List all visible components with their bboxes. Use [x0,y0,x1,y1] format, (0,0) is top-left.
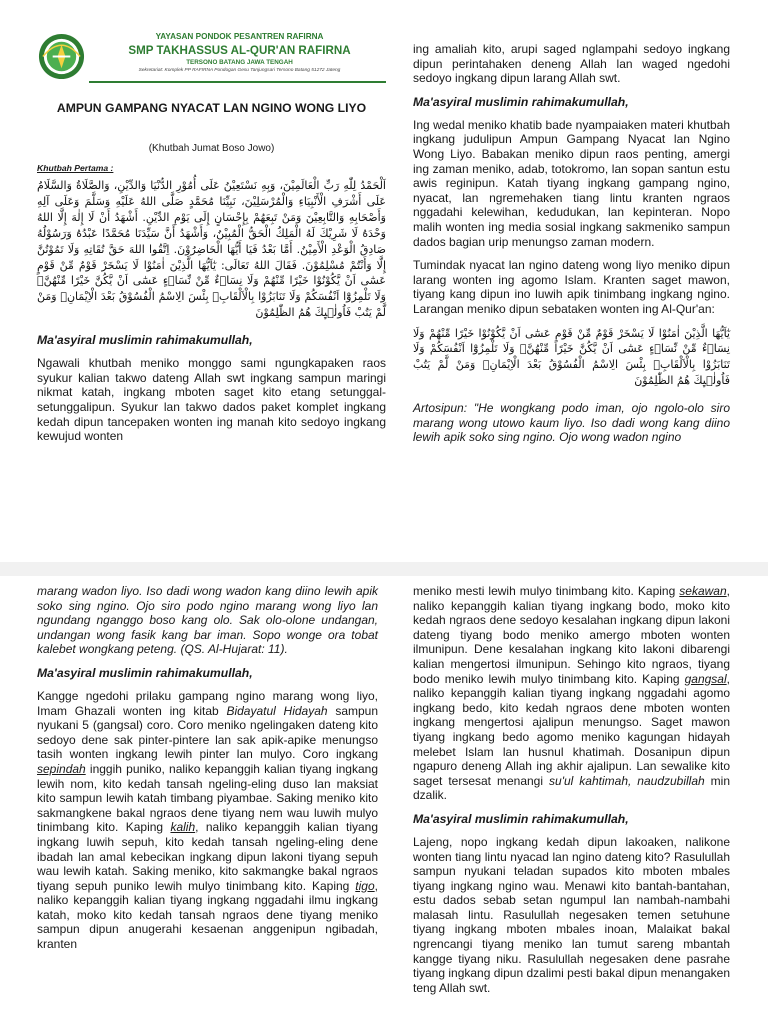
greeting-heading: Ma'asyiral muslimin rahimakumullah, [413,94,629,109]
quran-verse-text: يٰٓاَيُّهَا الَّذِيْنَ اٰمَنُوْا لَا يَسْخَرْ قَوْمٌ مِّنْ قَوْمٍ عَسٰٓى اَنْ يَّكُوْنُوْا خَيْرًا مِّنْهُمْ وَلَا نِسَاۤءٌ مِّنْ نِّسَاۤءٍ عَسٰٓى اَنْ يَّكُنَّ خَيْرًا مِّنْهُنَّۚ وَلَا تَلْمِزُوْٓا اَنْفُسَكُمْ وَلَا تَنَابَزُوْا بِالْاَلْقَابِۗ بِئْسَ الِاسْمُ الْفُسُوْقُ بَعْدَ الْاِيْمَانِۚ وَمَنْ لَّمْ يَتُبْ فَاُولٰۤىِٕكَ هُمُ الظّٰلِمُوْنَ [413,326,730,388]
school-logo-icon [37,32,86,81]
foundation-name: YAYASAN PONDOK PESANTREN RAFIRNA [155,32,324,41]
organization-block [93,30,386,74]
page-gap [0,562,768,576]
left-paragraph-1: Ngawali khutbah meniko monggo sami ngungkapaken raos syukur kalian takwo dateng Allah swt ingkang sampun maringi nikmat katah, ingkang mboten saget kito etang setunggal-setunggalipun. Syukur lan takwo dados paket komplet ingkang kedah dipun tancepaken wonten ing manah kito sedoyo ingkang kewujud wonten [37,356,386,444]
page-two-left-column [37,584,378,952]
greeting-heading: Ma'asyiral muslimin rahimakumullah, [413,811,629,826]
greeting-heading: Ma'asyiral muslimin rahimakumullah, [37,665,253,680]
keyword-gangsal: gangsal [684,671,727,686]
page-two [0,576,768,1024]
verse-translation-start: Artosipun: "He wongkang podo iman, ojo ngolo-olo siro marang wong utowo kaum liyo. Iso dadi wong kang diino lewih apik soko sing ngino. Ojo wong wadon ngino [413,401,730,445]
text-span: inggih puniko, naliko kepanggih kalian tiyang ingkang lewih nom, kito kedah tansah ngeling-eling duso lan maksiat kito sampun lewih katah timbang piyambae. Saking meniko kito sakmangkene bakal ngraos dene tiyang nem wau luwih mulyo tinimbang kito. Kaping [37,761,378,835]
school-address: Sekretariat: Komplek PP RAFIRNA Pondogan Gesu Tanjungsari Tersono Batang 51272 Jateng [138,68,341,73]
keyword-tigo: tigo [355,878,375,893]
sermon-subtitle: (Khutbah Jumat Boso Jowo) [148,143,275,154]
text-span: , naliko kepanggih kalian tiyang ingkang nggadahi ilmu ingkang katah, moko kito kedah tansah ngraos dene tiyang meniko sampun dipun anugerahi kesaenan anggenipun ngibadah, kranten [37,878,378,952]
greeting-heading: Ma'asyiral muslimin rahimakumullah, [37,333,253,348]
text-span: , naliko kepanggih kalian tiyang ingkang nggadahi agomo ingkang bedo, kito kedah ngraos dene mboten wonten ingkang mengertosi ajalipun menungso. Saget mawon tiyang ingkang bedo agomo meniko kagungan hidayah melebet Islam lan husnul khatimah. Dosanipun dipun ngapuro deneng Allah ing akhir ajalipun. Lan sewalike kito saget tersesat menangi [413,671,730,788]
text-span: , naliko kepanggih kalian tiyang ingkang bodo, moko kito kedah ngraos dene sedoyo kesalahan ingkang dipun lakoni dateng tiyang bodo meniko amergo mboten wonten ilmunipun. Dene kesalahan ingkang kito lakoni dibarengi kalian mengertosi ilmunipun. Sehingo kito ngraos, tiyang bodo meniko lewih mulyo tinimbang kito. Kaping [413,584,730,686]
keyword-kalih: kalih [170,820,196,835]
school-location: TERSONO BATANG JAWA TENGAH [186,59,293,66]
section-label: Khutbah Pertama : [37,163,114,173]
ghazali-paragraph-continued [413,584,730,803]
opening-arabic-text: اَلْحَمْدُ لِلّٰهِ رَبِّ الْعَالَمِيْنَ، وَبِهِ نَسْتَعِيْنُ عَلَى أُمُوْرِ الدُّنْيَا وَالدِّيْنِ، وَالصَّلَاةُ وَالسَّلَامُ عَلَى أَشْرَفِ الْأَنْبِيَاءِ وَالْمُرْسَلِيْنَ، نَبِيِّنَا مُحَمَّدٍ صَلَّى اللهُ عَلَيْهِ وَسَلَّمَ وَعَلَى آلِهِ وَأَصْحَابِهِ وَالتَّابِعِيْنَ وَمَنْ تَبِعَهُمْ بِإِحْسَانٍ إِلَى يَوْمِ الدِّيْنِ. أَشْهَدُ أَنْ لَا إِلٰهَ إِلَّا اللهُ وَحْدَهُ لَا شَرِيْكَ لَهُ الْمَلِكُ الْحَقُّ الْمُبِيْنُ، وَأَشْهَدُ أَنَّ سَيِّدَنَا مُحَمَّدًا عَبْدُهُ وَرَسُوْلُهُ صَادِقُ الْوَعْدِ الْأَمِيْنُ. أَمَّا بَعْدُ فَيَا أَيُّهَا الْحَاضِرُوْنَ. اِتَّقُوا اللهَ حَقَّ تُقَاتِهِ وَلَا تَمُوْتُنَّ إِلَّا وَأَنْتُمْ مُسْلِمُوْنَ. فَقَالَ اللهُ تَعَالَى: يٰٓاَيُّهَا الَّذِيْنَ اٰمَنُوْا لَا يَسْخَرْ قَوْمٌ مِّنْ قَوْمٍ عَسٰٓى اَنْ يَّكُوْنُوْا خَيْرًا مِّنْهُمْ وَلَا نِسَاۤءٌ مِّنْ نِّسَاۤءٍ عَسٰٓى اَنْ يَّكُنَّ خَيْرًا مِّنْهُنَّۚ وَلَا تَلْمِزُوْٓا اَنْفُسَكُمْ وَلَا تَنَابَزُوْا بِالْاَلْقَابِۗ بِئْسَ الِاسْمُ الْفُسُوْقُ بَعْدَ الْاِيْمَانِۚ وَمَنْ لَّمْ يَتُبْ فَاُولٰۤىِٕكَ هُمُ الظّٰلِمُوْنَ [37,179,386,320]
keyword-sekawan: sekawan [679,584,727,598]
ghazali-paragraph [37,689,378,952]
kitab-name: Bidayatul Hidayah [226,703,328,718]
letterhead-divider [89,81,386,83]
sermon-title: AMPUN GAMPANG NYACAT LAN NGINO WONG LIYO [56,101,367,115]
text-span: , naliko kepanggih kalian tiyang ingkang luwih sepuh, kito kedah tansah ngeling-eling dene ibadah lan amal kebecikan ingkang dipun lakoni tiyang sepuh wau lewih katah. Saking meniko, kito sakmangke bakal ngraos tiyang sepuh puniko lewih mulyo tinimbang kito. Kaping [37,820,379,893]
page-one-right-column [413,42,730,445]
letterhead [37,30,386,84]
verse-translation-continued: marang wadon liyo. Iso dadi wong wadon kang diino lewih apik soko sing ngino. Ojo siro podo ngino marang wong liyo lan ngundang nganggo boso kang olo. Sak olo-olone undangan, undangan wong fasik kang bar iman. Sopo wonge ora tobat kalebet wongkang peteng. (QS. Al-Hujarat: 11). [37,584,378,657]
text-span: meniko mesti lewih mulyo tinimbang kito. Kaping [413,584,680,598]
keyword-sepindah: sepindah [37,761,86,776]
left-flow [37,178,386,444]
right-paragraph-2: Tumindak nyacat lan ngino dateng wong liyo meniko dipun larang wonten ing agomo Islam. Kranten saget mawon, tiyang kang dipun ino luwih apik tinimbang ingkang ngino. Larangan meniko dipun sebataken wonten ing Al-Qur'an: [413,258,730,316]
arabic-phrase: su'ul kahtimah, naudzubillah [549,773,705,788]
right-intro-paragraph: ing amaliah kito, arupi saged nglampahi sedoyo ingkang dipun perintahaken deneng Allah lan waged ngedohi sedoyo ingkang dipun larang Allah swt. [413,42,730,86]
text-span: Kangge ngedohi prilaku gampang ngino marang wong liyo, Imam Ghazali wonten ing kitab [37,688,378,718]
page-two-right-column [413,584,730,995]
right-paragraph-closing: Lajeng, nopo ingkang kedah dipun lakoaken, nalikone wonten tiang lintu nyacad lan ngino dateng kito? Rasulullah sampun nyukani teladan supados kito mboten mbales tiyang ingkang ngino wau. Menawi kito bantah-bantahan, estu dados sebab setan ngumpul lan nambah-nambahi malasah lintu. Rasulullah negesaken temen setuhune tiyang ingkang mboten mbales inoan, Malaikat bakal ngrencangi tiyang meniko lan tumut sareng mbantah kangge tiyang niku. Rasulullah negesaken dene pasrahe tiyang ingkang dipun dzalimi pesti bakal dipun menangaken teng Allah swt. [413,834,730,995]
text-span: min dzalik. [413,773,731,803]
text-span: sampun nyukani 5 (gangsal) coro. Coro meniko ngelingaken dateng kito sedoyo dene sak pinter-pintere lan sak apik-apike menungso tasih wonten ingkang lewih pinter lan mulyo. Coro ingkang [37,703,379,762]
school-name: SMP TAKHASSUS AL-QUR'AN RAFIRNA [128,44,351,57]
right-paragraph-1: Ing wedal meniko khatib bade nyampaiaken materi khutbah ingkang judulipun Ampun Gampang Nyacat lan Ngino Wong Liyo. Babakan meniko dipun raos penting, amergi ing zaman meniko, adab, totokromo, lan sopan santun estu awis reginipun. Katah tiyang ingkang gampang ngino, nyacat, lan ngremehaken tiang lintu kranten ngraos nggadahi kelewihan, kedudukan, lan kepinteran. Nopo malih wonten ing media sosial ingkang sakmeniko sampun dados bagian urip menungso zaman modern. [413,117,730,249]
